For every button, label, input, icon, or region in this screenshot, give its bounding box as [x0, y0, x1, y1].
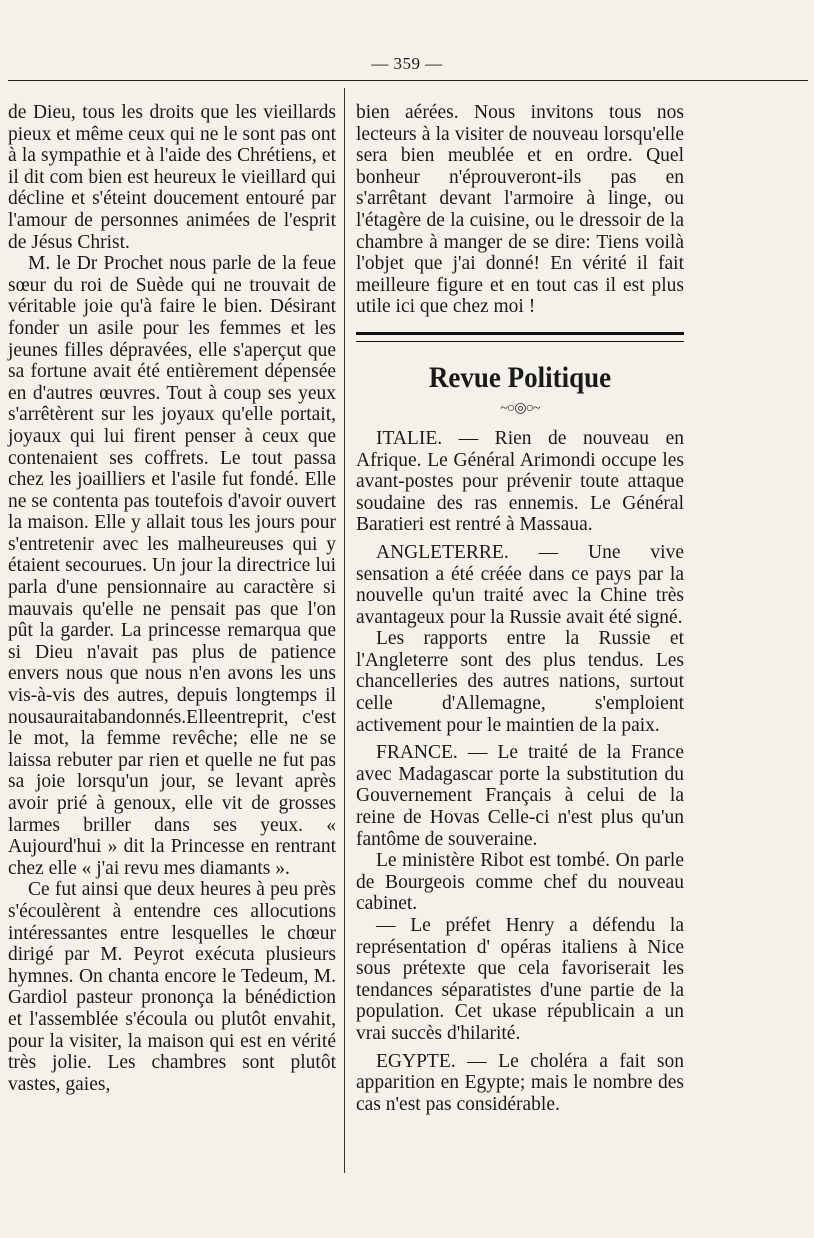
news-france: FRANCE. — Le traité de la France avec Madagascar porte la substitution du Gouvernement Français à celui de la reine de Hovas Celle-ci n'est plus qu'un fantôme de souveraine. [356, 742, 684, 850]
news-italie: ITALIE. — Rien de nouveau en Afrique. Le Général Arimondi occupe les avant-postes pour prévenir toute attaque soudaine des ras ennemis. Le Général Baratieri est rentré à Massaua. [356, 427, 684, 536]
page-number: — 359 — [371, 54, 443, 73]
header-rule [8, 80, 808, 81]
left-column [8, 102, 336, 1095]
news-angleterre-2: Les rapports entre la Russie et l'Angleterre sont des plus tendus. Les chancelleries des autres nations, surtout celle d'Allemagne, s'emploient activement pour le maintien de la paix. [356, 628, 684, 736]
right-column [356, 102, 684, 1115]
news-egypte: EGYPTE. — Le choléra a fait son apparition en Egypte; mais le nombre des cas n'est pas considérable. [356, 1050, 684, 1115]
right-paragraph-1: bien aérées. Nous invitons tous nos lecteurs à la visiter de nouveau lorsqu'elle sera bien meublée et en ordre. Quel bonheur n'éprouveront-ils pas en s'arrêtant devant l'armoire à linge, ou l'étagère de la cuisine, ou le dressoir de la chambre à manger de se dire: Tiens voilà l'objet que j'ai donné! En vérité il fait meilleure figure et en tout cas il est plus utile ici que chez moi ! [356, 102, 684, 318]
left-paragraph-3: Ce fut ainsi que deux heures à peu près s'écoulèrent à entendre ces allocutions intéressantes entre lesquelles le chœur dirigé par M. Peyrot exécuta plusieurs hymnes. On chanta encore le Tedeum, M. Gardiol pasteur prononça la bénédiction et l'assemblée s'écoula ou plutôt envahit, pour la visiter, la maison qui est en vérité très jolie. Les chambres sont plutôt vastes, gaies, [8, 879, 336, 1095]
news-angleterre: ANGLETERRE. — Une vive sensation a été créée dans ce pays par la nouvelle qu'un traité avec la Chine très avantageux pour la Russie avait été signé. [356, 541, 684, 628]
news-france-3: — Le préfet Henry a défendu la représentation d' opéras italiens à Nice sous prétexte que cela favoriserait les tendances séparatistes d'une partie de la population. Cet ukase républicain a un vrai succès d'hilarité. [356, 915, 684, 1044]
left-paragraph-1: de Dieu, tous les droits que les vieillards pieux et même ceux qui ne le sont pas ont à la sympathie et à l'aide des Chrétiens, et il dit com bien est heureux le vieillard qui décline et s'éteint doucement entouré par l'amour de personnes animées de l'esprit de Jésus Christ. [8, 102, 336, 253]
ornament-flourish: ~○◎○~ [500, 400, 540, 416]
section-rule [356, 332, 684, 342]
left-paragraph-2: M. le Dr Prochet nous parle de la feue sœur du roi de Suède qui ne trouvait de véritable joie qu'à faire le bien. Désirant fonder un asile pour les femmes et les jeunes filles dépravées, elle s'aperçut que sa fortune avait été entièrement dépensée en d'autres œuvres. Tout à coup ses yeux s'arrêtèrent sur les joyaux qu'elle portait, joyaux qui lui firent penser à ceux que contenaient ses coffrets. Le tout passa chez les joailliers et l'asile fut fondé. Elle ne se contenta pas toutefois d'avoir ouvert la maison. Elle y allait tous les jours pour s'entretenir avec les malheureuses qui y étaient secourues. Un jour la directrice lui parla d'une pensionnaire au caractère si mauvais qu'elle ne pensait pas que l'on pût la garder. La princesse remarqua que si Dieu n'avait pas plus de patience envers nous que nous n'en avons les uns vis-à-vis des autres, depuis longtemps il nousauraitabandonnés.Elleentreprit, c'est le mot, la femme revêche; elle ne se laissa rebuter par rien et quelle ne fut pas sa joie lorsqu'un jour, se levant après avoir prié à genoux, elle vit de grosses larmes briller dans ses yeux. « Aujourd'hui » dit la Princesse en rentrant chez elle « j'ai revu mes diamants ». [8, 253, 336, 879]
column-divider [344, 88, 345, 1173]
section-title: Revue Politique [428, 360, 612, 394]
news-france-2: Le ministère Ribot est tombé. On parle de Bourgeois comme chef du nouveau cabinet. [356, 850, 684, 915]
